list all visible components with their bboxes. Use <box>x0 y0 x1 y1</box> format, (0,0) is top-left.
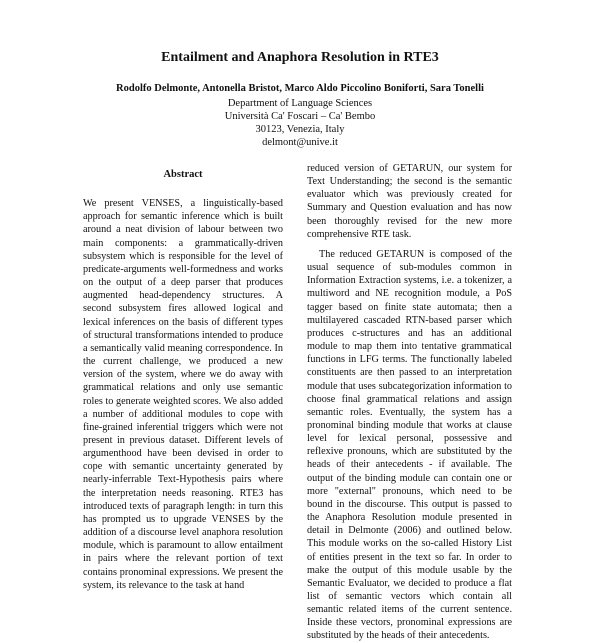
paper-title: Entailment and Anaphora Resolution in RTE3 <box>161 50 439 65</box>
author-list: Rodolfo Delmonte, Antonella Bristot, Marco Aldo Piccolino Boniforti, Sara Tonelli <box>116 83 484 94</box>
left-column <box>83 160 283 600</box>
abstract-text: We present VENSES, a linguistically-based approach for semantic inference which is built around a neat division of labour between two main components: a grammatically-driven subsystem which is responsible for the level of predicate-arguments well-formedness and works on the output of a deep parser that produces augmented head-dependency structures. A second subsystem fires allowed logical and lexical inferences on the basis of different types of structural transformations intended to produce a semantically valid meaning correspondence. In the current challenge, we produced a new version of the system, where we do away with grammatical relations and only use semantic roles to generate weighted scores. We also added a number of additional modules to cope with fine-grained inferential triggers which were not present in previous dataset. Different levels of argumenthood have been devised in order to cope with semantic uncertainty generated by nearly-inferrable Text-Hypothesis pairs where the interpretation needs reasoning. RTE3 has introduced texts of paragraph length: in turn this has prompted us to upgrade VENSES by the addition of a discourse level anaphora resolution module, which is paramount to allow entailment in pairs where the relevant portion of text contains pronominal expressions. We present the system, its relevance to the task at hand <box>83 198 283 591</box>
body-paragraph: The reduced GETARUN is composed of the usual sequence of sub-modules common in Information Extraction systems, i.e. a tokenizer, a multiword and NE recognition module, a PoS tagger based on finite state automata; then a multilayered cascaded RTN-based parser which produces c-structures and has an additional module to map them into tentative grammatical functions in LFG terms. The functionally labeled constituents are then passed to an interpretation module that uses subcategorization information to choose final grammatical relations and assign semantic roles. Eventually, the system has a pronominal binding module that works at clause level for lexical personal, possessive and reflexive pronouns, which are substituted by the heads of their antecedents - if available. The output of the binding module can contain one or more "external" pronouns, which need to be bound in the discourse. This output is passed to the Anaphora Resolution module presented in detail in Delmonte (2006) and outlined below. This module works on the so-called History List of entities present in the text so far. In order to make the output of this module usable by the Semantic Evaluator, we decided to produce a flat list of semantic vectors which contain all semantic related items of the current sentence. Inside these vectors, pronominal expressions are substituted by the heads of their antecedents. <box>307 248 512 642</box>
right-column <box>307 162 512 642</box>
body-paragraph: reduced version of GETARUN, our system for Text Understanding; the second is the semantic evaluator which was previously created for Summary and Question evaluation and has now been thoroughly revised for the new more comprehensive RTE task. <box>307 163 512 240</box>
affiliation-block <box>0 97 600 149</box>
author-email: delmont@unive.it <box>262 137 338 148</box>
affiliation-university: Università Ca' Foscari – Ca' Bembo <box>224 111 376 122</box>
abstract-heading: Abstract <box>163 169 203 180</box>
affiliation-address: 30123, Venezia, Italy <box>255 124 345 135</box>
affiliation-department: Department of Language Sciences <box>227 98 373 109</box>
